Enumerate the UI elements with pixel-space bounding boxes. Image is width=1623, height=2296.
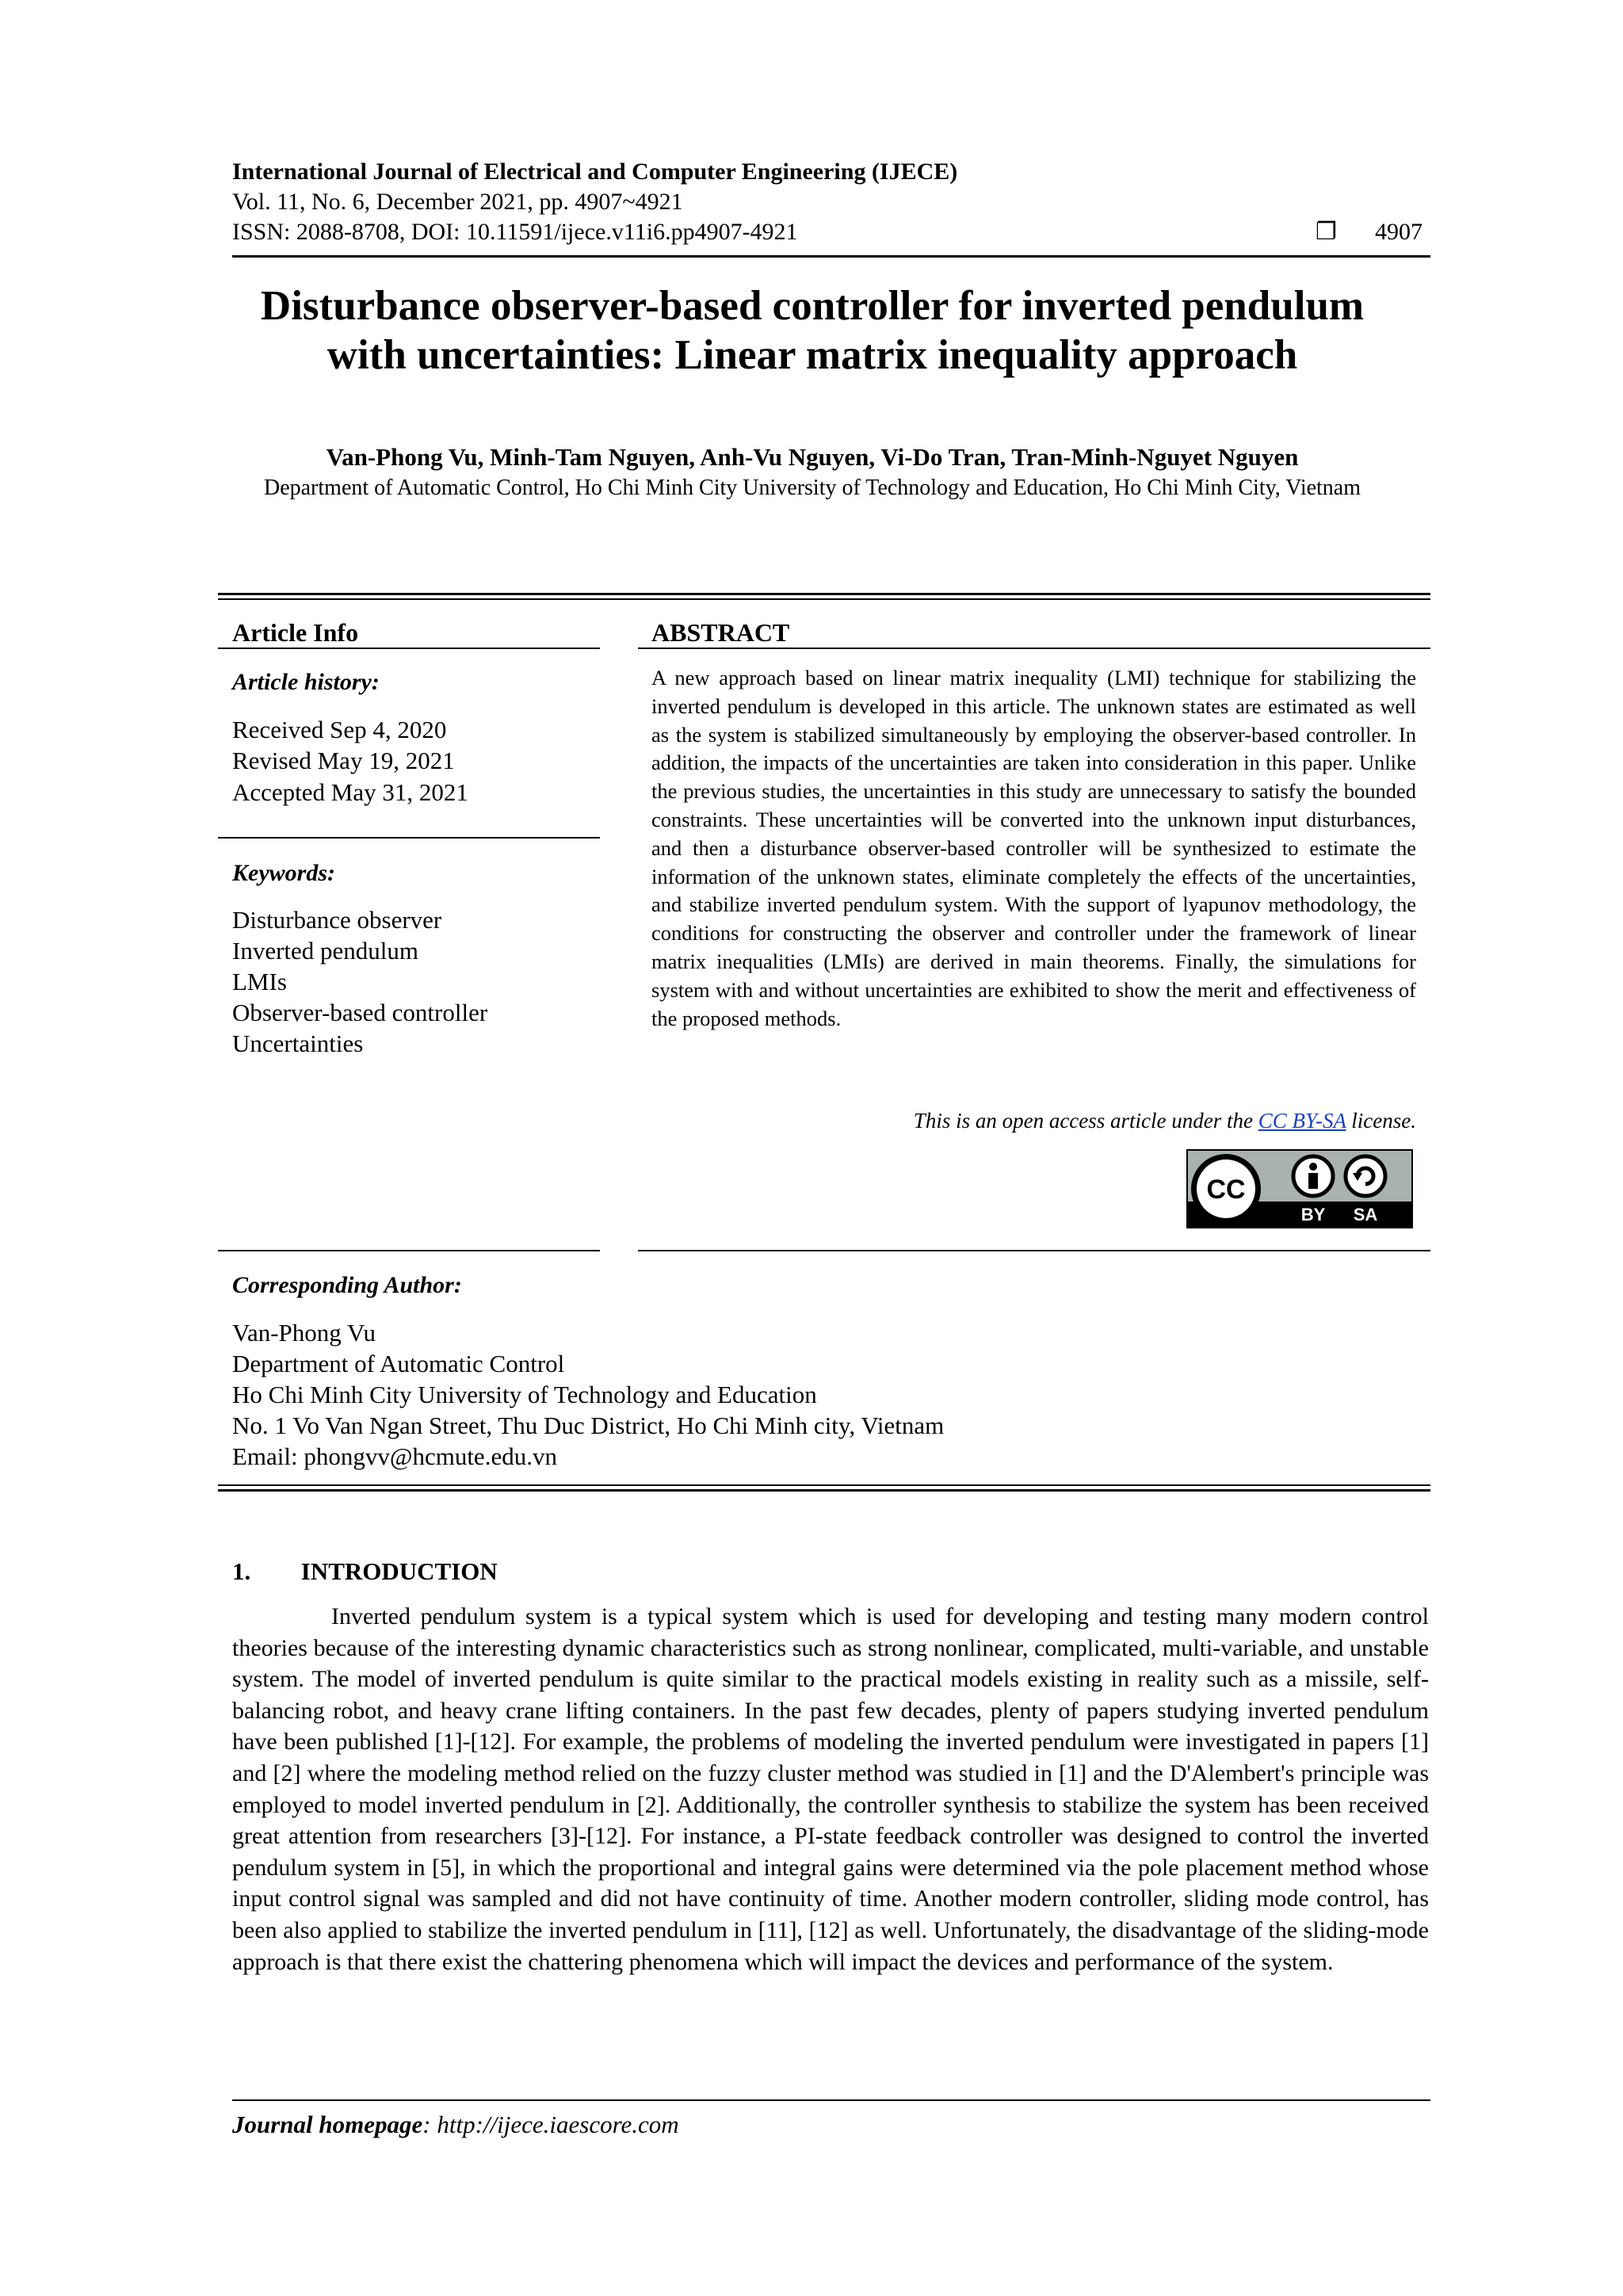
cc-badge-graphic bbox=[1188, 1151, 1411, 1227]
keywords-label: Keywords: bbox=[232, 860, 335, 886]
license-link[interactable]: CC BY-SA bbox=[1258, 1109, 1346, 1133]
introduction-text: Inverted pendulum system is a typical system which is used for developing and testing many modern control theories because of the interesting dynamic characteristics such as strong nonlinear, complicated, multi-variable, and unstable system. The model of inverted pendulum is quite similar to the practical models existing in reality such as a missile, self-balancing robot, and heavy crane lifting containers. In the past few decades, plenty of papers studying inverted pendulum have been published [1]-[12]. For example, the problems of modeling the inverted pendulum were investigated in papers [1] and [2] where the modeling method relied on the fuzzy cluster method was studied in [1] and the D'Alembert's principle was employed to model inverted pendulum in [2]. Additionally, the controller synthesis to stabilize the system has been received great attention from researchers [3]-[12]. For instance, a PI-state feedback controller was designed to control the inverted pendulum system in [5], in which the proportional and integral gains were determined via the pole placement method whose input control signal was sampled and did not have continuity of time. Another modern controller, sliding mode control, has been also applied to stabilize the inverted pendulum in [11], [12] as well. Unfortunately, the disadvantage of the sliding-mode approach is that there exist the chattering phenomena which will impact the devices and performance of the system. bbox=[232, 1603, 1429, 1975]
page-marker-icon: ❐ bbox=[1316, 219, 1337, 245]
accepted-date: Accepted May 31, 2021 bbox=[232, 778, 468, 806]
section-heading bbox=[232, 1556, 498, 1587]
section-number: 1. bbox=[232, 1557, 251, 1585]
keyword-item: Disturbance observer bbox=[232, 906, 442, 934]
corresponding-line: Ho Chi Minh City University of Technology and Education bbox=[232, 1381, 817, 1408]
abstract-text: A new approach based on linear matrix inequality (LMI) technique for stabilizing the inverted pendulum is developed in this article. The unknown states are estimated as well as the system is stabilized simultaneously by employing the observer-based controller. In addition, the impacts of the uncertainties are taken into consideration in this paper. Unlike the previous studies, the uncertainties in this study are unnecessary to satisfy the bounded constraints. These uncertainties will be converted into the unknown input disturbances, and then a disturbance observer-based controller will be synthesized to estimate the information of the unknown states, eliminate completely the effects of the uncertainties, and stabilize inverted pendulum system. With the support of lyapunov methodology, the conditions for constructing the observer and controller under the framework of linear matrix inequalities (LMIs) are derived in main theorems. Finally, the simulations for system with and without uncertainties are exhibited to show the merit and effectiveness of the proposed methods. bbox=[651, 666, 1416, 1030]
journal-issn: ISSN: 2088-8708, DOI: 10.11591/ijece.v11i6.pp4907-4921 bbox=[232, 219, 798, 245]
abstract-bottom-rule bbox=[638, 1250, 1430, 1251]
footer-rule bbox=[232, 2099, 1430, 2101]
keywords-rule bbox=[218, 837, 600, 839]
section-title: INTRODUCTION bbox=[300, 1557, 498, 1585]
homepage-label: Journal homepage bbox=[232, 2111, 423, 2138]
by-person-body bbox=[1308, 1173, 1318, 1189]
cc-icon: CC bbox=[1206, 1175, 1246, 1205]
paper-title-line-1: Disturbance observer-based controller for inverted pendulum bbox=[260, 283, 1365, 329]
info-bottom-rule-2 bbox=[218, 1489, 1430, 1492]
article-history-label: Article history: bbox=[232, 669, 380, 695]
article-info-bottom-rule bbox=[218, 1250, 600, 1251]
sa-share-icon bbox=[1346, 1156, 1385, 1196]
paper-title-line-2: with uncertainties: Linear matrix inequality approach bbox=[327, 332, 1298, 378]
keyword-list bbox=[232, 904, 487, 1059]
abstract-rule bbox=[638, 648, 1430, 649]
cc-by-sa-badge[interactable] bbox=[1186, 1149, 1413, 1228]
abstract-heading: ABSTRACT bbox=[651, 618, 790, 647]
license-prefix: This is an open access article under the bbox=[913, 1109, 1258, 1133]
corresponding-email: Email: phongvv@hcmute.edu.vn bbox=[232, 1442, 557, 1470]
keyword-item: Inverted pendulum bbox=[232, 937, 419, 965]
paper-title bbox=[198, 281, 1426, 380]
info-bottom-rule bbox=[218, 1484, 1430, 1486]
paper-authors: Van-Phong Vu, Minh-Tam Nguyen, Anh-Vu Nguyen, Vi-Do Tran, Tran-Minh-Nguyet Nguyen bbox=[326, 443, 1299, 471]
paper-affiliation: Department of Automatic Control, Ho Chi Minh City University of Technology and Education, Ho Chi Minh City, Vietnam bbox=[263, 476, 1361, 500]
keyword-item: LMIs bbox=[232, 968, 287, 995]
homepage-url[interactable]: : http://ijece.iaescore.com bbox=[422, 2111, 679, 2138]
by-label: BY bbox=[1300, 1205, 1326, 1224]
by-person-head bbox=[1309, 1163, 1317, 1171]
journal-name: International Journal of Electrical and Computer Engineering (IJECE) bbox=[232, 159, 958, 185]
info-top-rule-2 bbox=[218, 598, 1430, 600]
received-date: Received Sep 4, 2020 bbox=[232, 716, 447, 743]
page-number: 4907 bbox=[1375, 219, 1423, 245]
article-info-heading: Article Info bbox=[232, 618, 359, 647]
keyword-item: Uncertainties bbox=[232, 1030, 364, 1057]
keyword-item: Observer-based controller bbox=[232, 999, 488, 1026]
revised-date: Revised May 19, 2021 bbox=[232, 747, 455, 774]
corresponding-author-label: Corresponding Author: bbox=[232, 1272, 462, 1298]
info-top-rule bbox=[218, 593, 1430, 595]
header-rule bbox=[232, 255, 1430, 258]
corresponding-line: No. 1 Vo Van Ngan Street, Thu Duc District, Ho Chi Minh city, Vietnam bbox=[232, 1412, 945, 1439]
sa-label: SA bbox=[1353, 1205, 1378, 1224]
license-suffix: license. bbox=[1346, 1109, 1416, 1133]
corresponding-line: Van-Phong Vu bbox=[232, 1319, 376, 1347]
corresponding-line: Department of Automatic Control bbox=[232, 1350, 565, 1377]
article-info-rule bbox=[218, 648, 600, 649]
journal-homepage bbox=[232, 2111, 679, 2139]
introduction-paragraph bbox=[232, 1601, 1429, 1977]
journal-volume: Vol. 11, No. 6, December 2021, pp. 4907~4921 bbox=[232, 189, 683, 215]
license-note bbox=[651, 1107, 1416, 1134]
corresponding-author-details bbox=[232, 1317, 944, 1472]
